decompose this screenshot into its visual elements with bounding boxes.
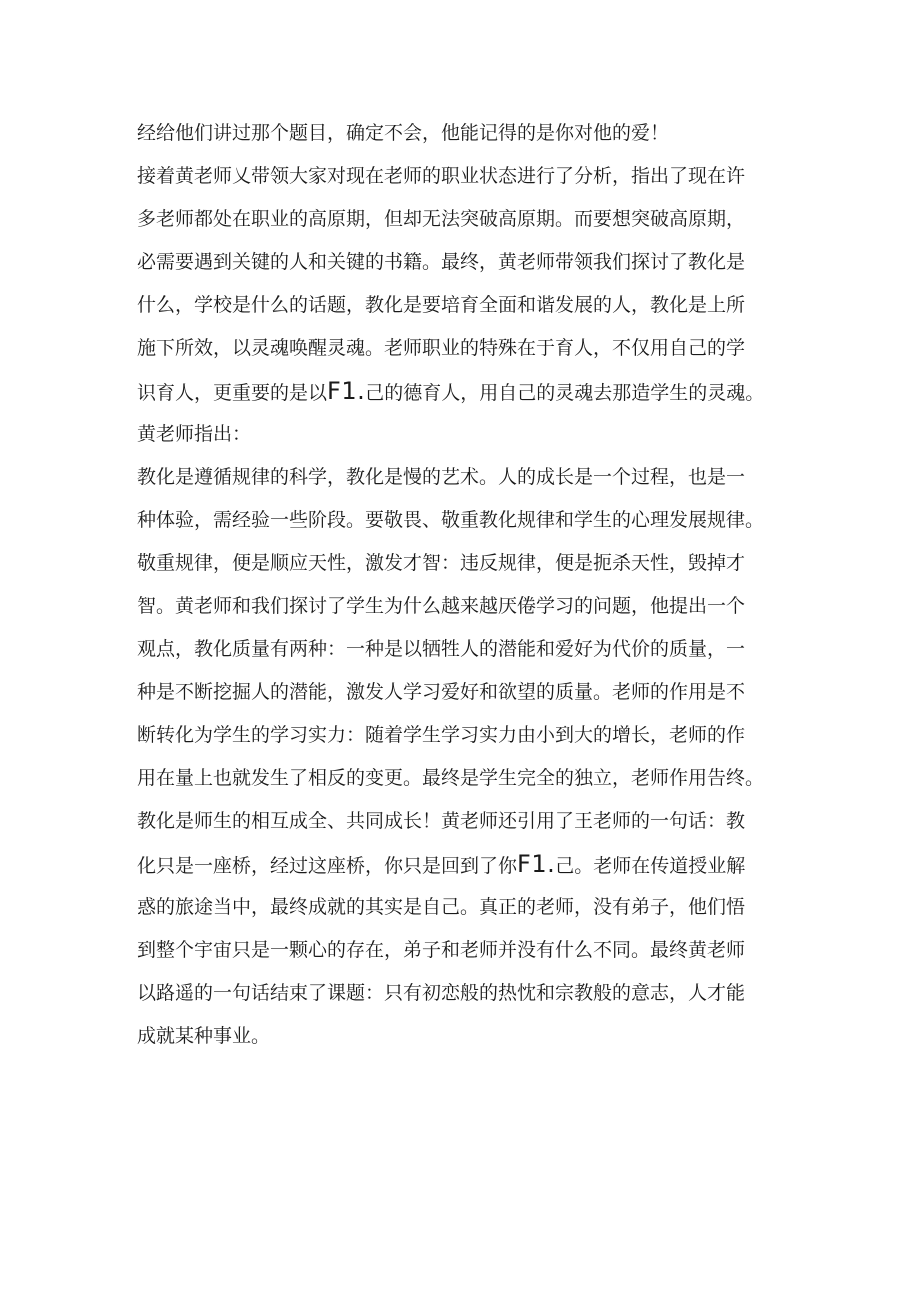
text-line bbox=[137, 413, 807, 456]
text-line bbox=[137, 585, 807, 628]
text-run: 识育人，更重要的是以 bbox=[137, 382, 328, 404]
text-line bbox=[137, 972, 807, 1015]
text-line bbox=[137, 155, 807, 198]
text-line bbox=[137, 499, 807, 542]
text-line bbox=[137, 198, 807, 241]
text-run: 观点，教化质量有两种：一种是以牺牲人的潜能和爱好为代价的质量，一 bbox=[137, 638, 746, 660]
text-run: 接着黄老师乂带领大家对现在老师的职业状态进行了分析，指出了现在许 bbox=[137, 165, 746, 187]
text-run: 智。黄老师和我们探讨了学生为什么越来越厌倦学习的问题，他提出一个 bbox=[137, 595, 746, 617]
text-run: 用在量上也就发生了相反的变更。最终是学生完全的独立，老师作用告终。 bbox=[137, 767, 765, 789]
text-run: 多老师都处在职业的高原期，但却无法突破高原期。而要想突破高原期， bbox=[137, 208, 746, 230]
text-line bbox=[137, 628, 807, 671]
text-run: 成就某种事业。 bbox=[137, 1025, 271, 1047]
text-line bbox=[137, 241, 807, 284]
body-text bbox=[137, 112, 807, 1058]
text-line bbox=[137, 714, 807, 757]
text-run: 黄老师指出： bbox=[137, 423, 252, 445]
text-line bbox=[137, 284, 807, 327]
text-run: 什么，学校是什么的话题，教化是要培育全面和谐发展的人，教化是上所 bbox=[137, 294, 746, 316]
text-line bbox=[137, 800, 807, 843]
text-run: 以路遥的一句话结束了课题：只有初恋般的热忱和宗教般的意志，人才能 bbox=[137, 982, 746, 1004]
text-run: 经给他们讲过那个题目，确定不会，他能记得的是你对他的爱！ bbox=[137, 122, 670, 144]
text-run: 惑的旅途当中，最终成就的其实是自己。真正的老师，没有弟子，他们悟 bbox=[137, 896, 746, 918]
text-line bbox=[137, 327, 807, 370]
text-run: 己的德育人，用自己的灵魂去那造学生的灵魂。 bbox=[365, 382, 765, 404]
text-run: 到整个宇宙只是一颗心的存在，弟子和老师并没有什么不同。最终黄老师 bbox=[137, 939, 746, 961]
text-line bbox=[137, 370, 807, 413]
text-line bbox=[137, 1015, 807, 1058]
text-line bbox=[137, 843, 807, 886]
text-run: 教化是师生的相互成全、共同成长！黄老师还引用了王老师的一句话：教 bbox=[137, 810, 746, 832]
ocr-artifact-text: F1. bbox=[327, 377, 366, 405]
text-line bbox=[137, 671, 807, 714]
text-run: 化只是一座桥，经过这座桥，你只是回到了你 bbox=[137, 855, 518, 877]
text-line bbox=[137, 456, 807, 499]
text-line bbox=[137, 886, 807, 929]
text-run: 必需要遇到关键的人和关键的书籍。最终，黄老师带领我们探讨了教化是 bbox=[137, 251, 746, 273]
text-run: 己。老师在传道授业解 bbox=[555, 855, 746, 877]
text-line bbox=[137, 929, 807, 972]
text-run: 教化是遵循规律的科学，教化是慢的艺术。人的成长是一个过程，也是一 bbox=[137, 466, 746, 488]
text-line bbox=[137, 757, 807, 800]
text-run: 种体验，需经验一些阶段。要敬畏、敬重教化规律和学生的心理发展规律。 bbox=[137, 509, 765, 531]
text-run: 种是不断挖掘人的潜能，激发人学习爱好和欲望的质量。老师的作用是不 bbox=[137, 681, 746, 703]
text-run: 断转化为学生的学习实力：随着学生学习实力由小到大的增长，老师的作 bbox=[137, 724, 746, 746]
text-line bbox=[137, 112, 807, 155]
ocr-artifact-text: F1. bbox=[517, 850, 556, 878]
text-run: 施下所效，以灵魂唤醒灵魂。老师职业的特殊在于育人，不仅用自己的学 bbox=[137, 337, 746, 359]
text-line bbox=[137, 542, 807, 585]
text-run: 敬重规律，便是顺应天性，激发才智：违反规律，便是扼杀天性，毁掉才 bbox=[137, 552, 746, 574]
